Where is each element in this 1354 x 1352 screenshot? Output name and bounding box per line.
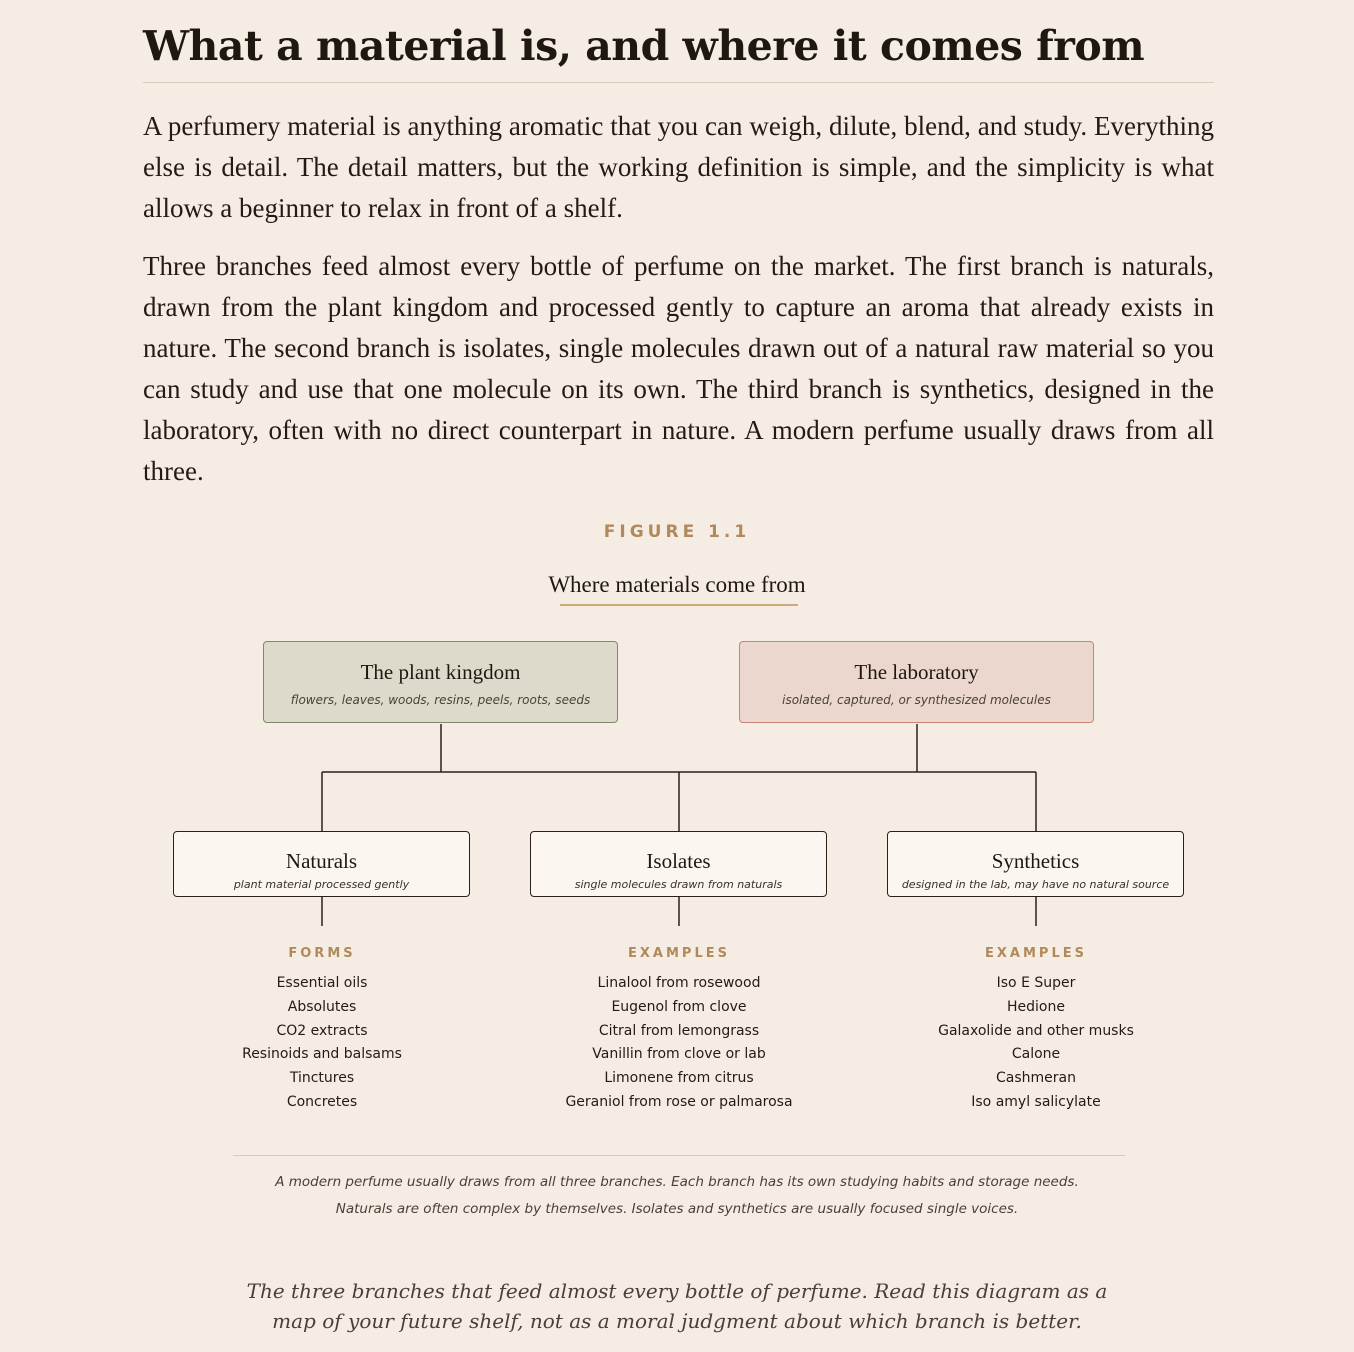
figure-footnote: A modern perfume usually draws from all three branches. Each branch has its own studying habits and storage needs. — [275, 1174, 1079, 1190]
list-item: Hedione — [1007, 998, 1065, 1015]
branches-paragraph: Three branches feed almost every bottle of perfume on the market. The first branch is naturals, drawn from the plant kingdom and processed gently to capture an aroma that already exists in nature. The second branch is isolates, single molecules drawn out of a natural raw material so you can study and use that one molecule on its own. The third branch is synthetics, designed in the laboratory, often with no direct counterpart in nature. A modern perfume usually draws from all three. — [143, 251, 1214, 486]
source-title: The laboratory — [854, 660, 979, 684]
list-item: Concretes — [286, 1093, 358, 1110]
list-item: Essential oils — [276, 975, 368, 991]
naturals-forms-list — [172, 946, 472, 1115]
figure-title: Where materials come from — [548, 572, 806, 597]
list-heading: EXAMPLES — [628, 946, 730, 961]
list-item: Galaxolide and other musks — [938, 1022, 1134, 1039]
source-laboratory — [739, 641, 1094, 723]
isolates-examples-list — [529, 946, 829, 1115]
intro-paragraph: A perfumery material is anything aromatic that you can weigh, dilute, blend, and study. Everything else is detail. The detail matters, but the working definition is simple, and the simplicity is what allows a beginner to relax in front of a shelf. — [143, 111, 1214, 223]
list-item: Vanillin from clove or lab — [592, 1046, 766, 1063]
branch-subtitle: plant material processed gently — [233, 878, 410, 891]
branch-title: Synthetics — [991, 849, 1080, 873]
source-plant-kingdom — [263, 641, 618, 723]
source-subtitle: flowers, leaves, woods, resins, peels, roots, seeds — [290, 693, 591, 707]
list-item: Calone — [1011, 1046, 1061, 1063]
list-item: Tinctures — [289, 1070, 355, 1087]
branch-title: Naturals — [285, 849, 358, 873]
branch-isolates — [530, 831, 827, 897]
branch-title: Isolates — [646, 849, 711, 873]
list-item: Cashmeran — [996, 1070, 1076, 1087]
figure-label: FIGURE 1.1 — [603, 522, 751, 542]
list-item: CO2 extracts — [276, 1022, 368, 1039]
branch-synthetics — [887, 831, 1184, 897]
list-item: Linalool from rosewood — [597, 975, 761, 991]
list-item: Absolutes — [287, 998, 357, 1015]
list-item: Iso amyl salicylate — [971, 1093, 1101, 1110]
list-item: Limonene from citrus — [604, 1070, 754, 1087]
synthetics-examples-list — [886, 946, 1186, 1115]
source-title: The plant kingdom — [360, 660, 521, 684]
figure-footnote: Naturals are often complex by themselves. Isolates and synthetics are usually focused single voices. — [335, 1201, 1019, 1217]
source-subtitle: isolated, captured, or synthesized molecules — [782, 693, 1051, 707]
figure-footer-divider — [233, 1155, 1125, 1156]
list-item: Citral from lemongrass — [598, 1022, 760, 1039]
list-item: Iso E Super — [996, 975, 1076, 991]
list-item: Eugenol from clove — [611, 998, 747, 1015]
list-item: Geraniol from rose or palmarosa — [565, 1093, 793, 1110]
page-title: What a material is, and where it comes from — [143, 22, 1145, 70]
list-heading: EXAMPLES — [985, 946, 1087, 961]
list-heading: FORMS — [288, 946, 356, 961]
branch-naturals — [173, 831, 470, 897]
figure-caption: The three branches that feed almost every bottle of perfume. Read this diagram as a map of your future shelf, not as a moral judgment about which branch is better. — [246, 1279, 1108, 1333]
branch-subtitle: single molecules drawn from naturals — [574, 878, 783, 891]
branch-subtitle: designed in the lab, may have no natural source — [901, 878, 1170, 891]
list-item: Resinoids and balsams — [242, 1046, 402, 1063]
